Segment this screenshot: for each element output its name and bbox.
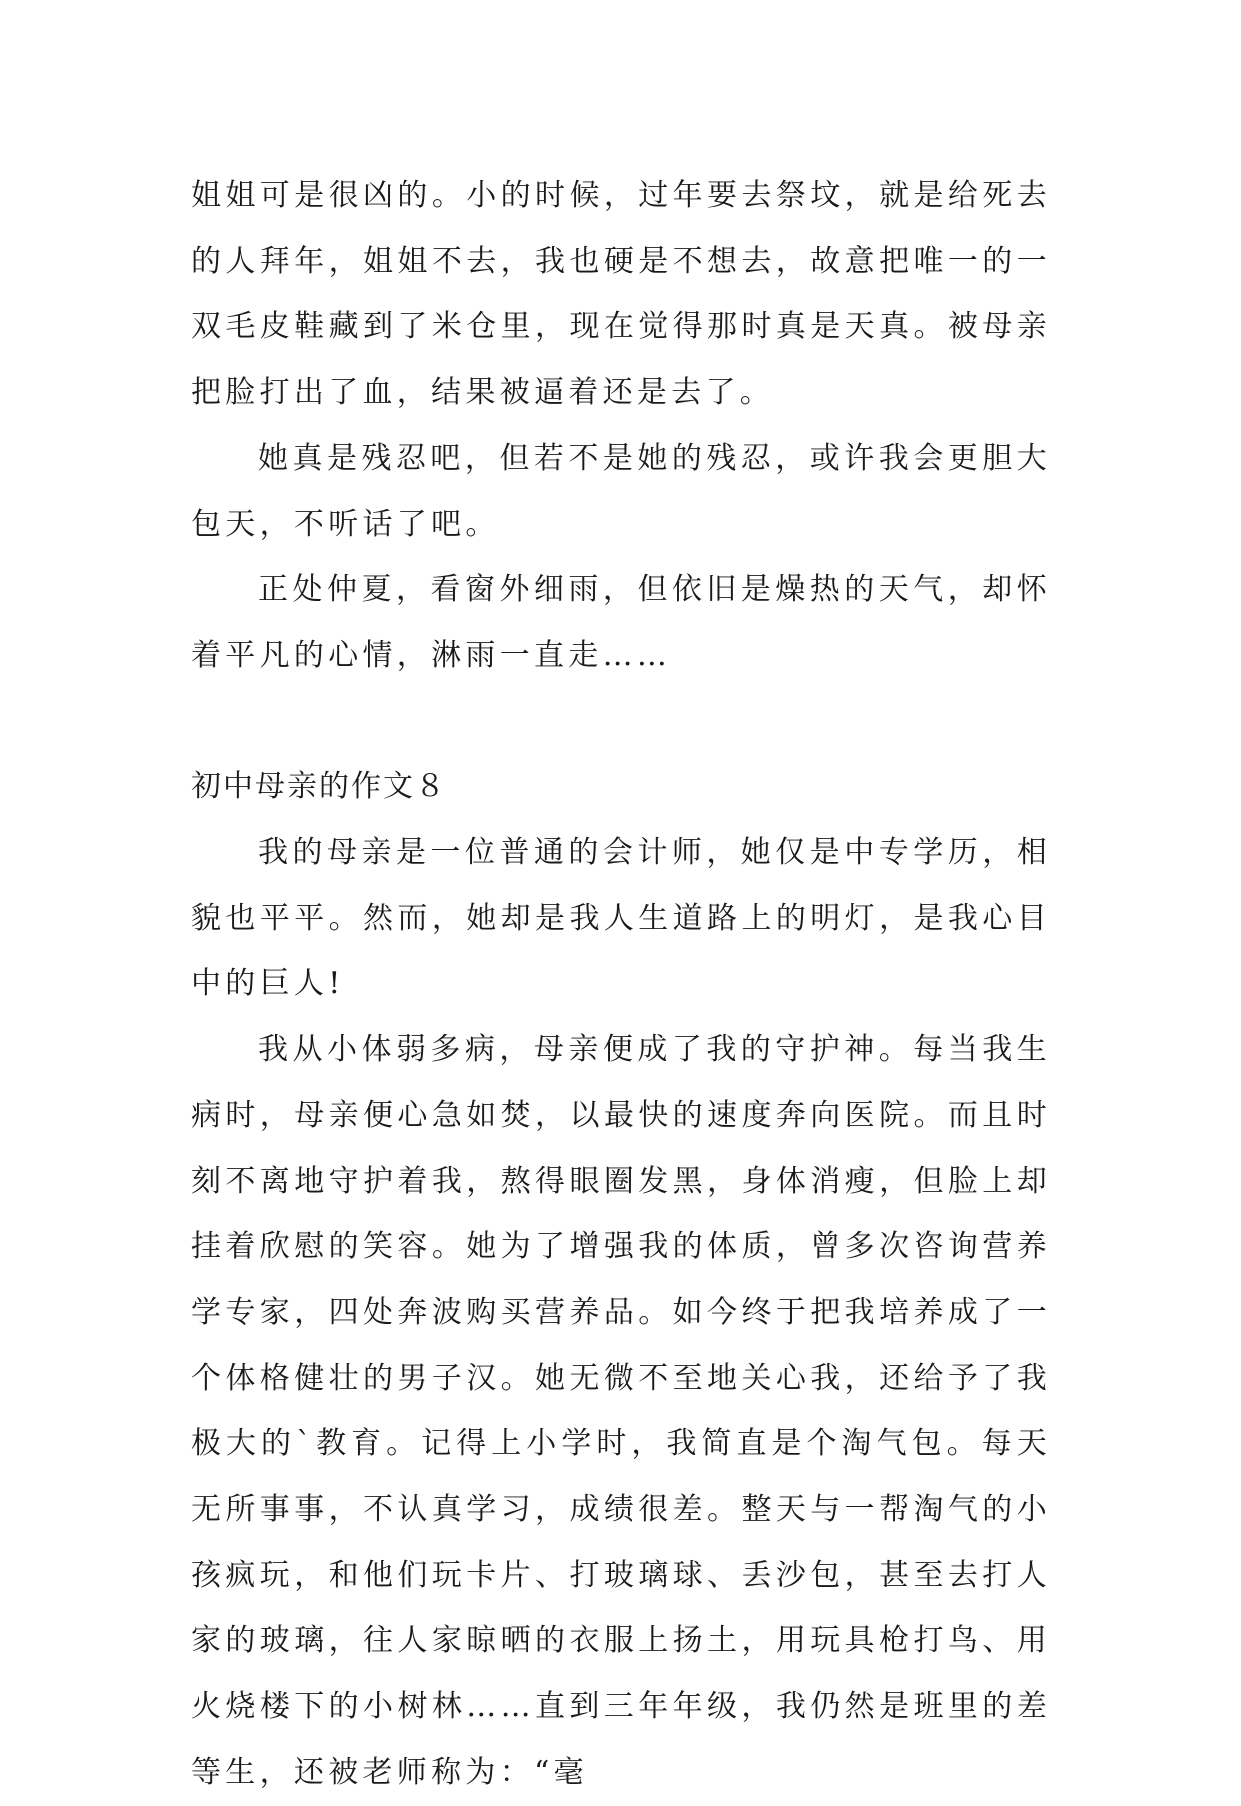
document-body [191,163,1051,1806]
paragraph-midsummer: 正处仲夏，看窗外细雨，但依旧是燥热的天气，却怀着平凡的心情，淋雨一直走…… [191,572,1051,673]
paragraph-cruelty: 她真是残忍吧，但若不是她的残忍，或许我会更胆大包天，不听话了吧。 [191,440,1051,542]
paragraph-sister-story: 姐姐可是很凶的。小的时候，过年要去祭坟，就是给死去的人拜年，姐姐不去，我也硬是不想去，故意把唯一的一双毛皮鞋藏到了米仓里，现在觉得那时真是天真。被母亲把脸打出了血，结果被逼着还是去了。 [191,178,1051,411]
paragraph-mother-intro: 我的母亲是一位普通的会计师，她仅是中专学历，相貌也平平。然而，她却是我人生道路上的明灯，是我心目中的巨人! [191,835,1051,1002]
section-heading: 初中母亲的作文８ [191,769,447,805]
paragraph-mother-care: 我从小体弱多病，母亲便成了我的守护神。每当我生病时，母亲便心急如焚，以最快的速度奔向医院。而且时刻不离地守护着我，熬得眼圈发黑，身体消瘦，但脸上却挂着欣慰的笑容。她为了增强我的体质，曾多次咨询营养学专家，四处奔波购买营养品。如今终于把我培养成了一个体格健壮的男子汉。她无微不至地关心我，还给予了我极大的`教育。记得上小学时，我简直是个淘气包。每天无所事事，不认真学习，成绩很差。整天与一帮淘气的小孩疯玩，和他们玩卡片、打玻璃球、丢沙包，甚至去打人家的玻璃，往人家晾晒的衣服上扬土，用玩具枪打鸟、用火烧楼下的小树林……直到三年年级，我仍然是班里的差等生，还被老师称为：“毫 [191,1032,1051,1790]
section-gap [191,689,1051,755]
